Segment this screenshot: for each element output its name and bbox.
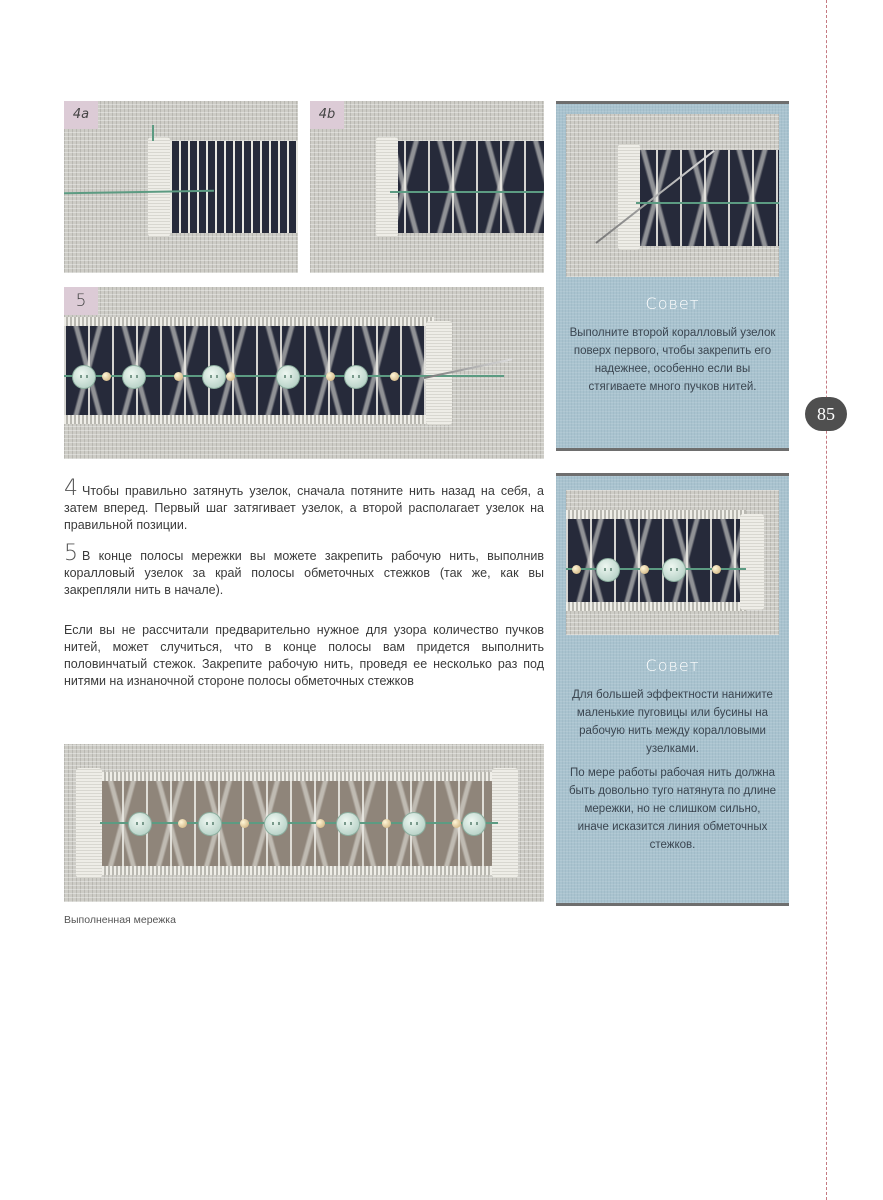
photo-step-4a <box>64 101 298 273</box>
page-number-badge: 85 <box>805 397 847 431</box>
tip-title-1: Совет <box>645 294 700 313</box>
photo-caption: Выполненная мережка <box>64 914 176 926</box>
paragraph-text: Если вы не рассчитали предварительно нужное для узора количество пучков нитей, может случиться, что в конце полосы вам придется выполнить половинчатый стежок. Закрепите рабочую нить, проведя ее несколько раз под нитями на изнаночной стороне полосы обметочных стежков <box>64 623 544 688</box>
page-edge-guide <box>826 0 827 1200</box>
body-paragraph <box>64 622 544 690</box>
step-5-text <box>64 541 544 599</box>
tip-box-1 <box>556 101 789 451</box>
tip-paragraph: По мере работы рабочая нить должна быть довольно туго натянута по длине мережки, но не слишком сильно, иначе исказится линия обметочных стежков. <box>568 767 777 851</box>
photo-label-4b: 4b <box>310 101 344 129</box>
step-4-body: Чтобы правильно затянуть узелок, сначала потяните нить назад на себя, а затем вперед. Первый шаг затягивает узелок, а второй располагает узелок на правильной позиции. <box>64 484 544 532</box>
tip-text-2 <box>568 686 777 860</box>
step-number-4: 4 <box>64 476 78 501</box>
step-4-text <box>64 476 544 534</box>
step-5-body: В конце полосы мережки вы можете закрепить рабочую нить, выполнив коралловый узелок за край полосы обметочных стежков (так же, как вы закрепляли нить в начале). <box>64 549 544 597</box>
step-number-5: 5 <box>64 541 78 566</box>
tip-photo-2 <box>566 490 779 635</box>
tip-title-2: Совет <box>645 656 700 675</box>
photo-label-5: 5 <box>64 287 98 315</box>
photo-step-5 <box>64 287 544 459</box>
photo-step-4b <box>310 101 544 273</box>
tip-paragraph: Для большей эффектности нанижите маленькие пуговицы или бусины на рабочую нить между коралловыми узелками. <box>572 689 773 755</box>
photo-finished-hemstitch <box>64 744 544 902</box>
tip-photo-1 <box>566 114 779 277</box>
tip-text-1 <box>568 324 777 402</box>
tip-paragraph: Выполните второй коралловый узелок поверх первого, чтобы закрепить его надежнее, особенно если вы стягиваете много пучков нитей. <box>569 327 776 393</box>
photo-label-4a: 4a <box>64 101 98 129</box>
tip-box-2 <box>556 473 789 906</box>
